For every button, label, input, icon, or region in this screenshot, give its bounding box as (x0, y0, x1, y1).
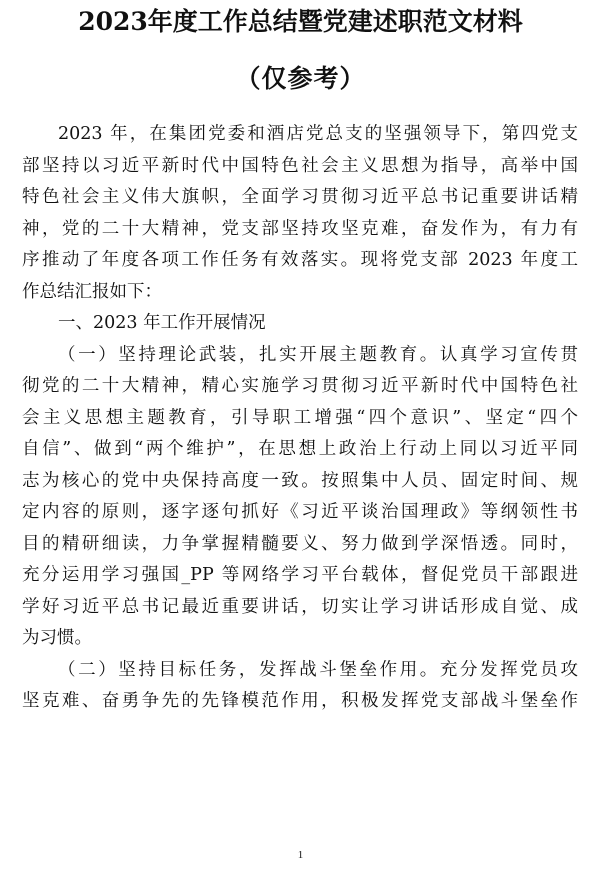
text-line: 序推动了年度各项工作任务有效落实。现将党支部 2023 年度工 (22, 250, 578, 270)
text-line: 为习惯。 (22, 628, 92, 648)
text-line: 神，党的二十大精神，党支部坚持攻坚克难，奋发作为，有力有 (22, 218, 578, 239)
text-line: （二）坚持目标任务，发挥战斗堡垒作用。充分发挥党员攻 (58, 659, 578, 680)
text-line: 2023 年，在集团党委和酒店党总支的坚强领导下，第四党支 (58, 124, 578, 144)
page-number: 1 (297, 849, 304, 861)
text-line: 彻党的二十大精神，精心实施学习贯彻习近平新时代中国特色社 (22, 376, 578, 396)
text-line: 作总结汇报如下： (22, 281, 162, 302)
text-line: 学好习近平总书记最近重要讲话，切实让学习讲话形成自觉、成 (22, 596, 578, 617)
text-line: 定内容的原则，逐字逐句抓好《习近平谈治国理政》等纲领性书 (22, 502, 578, 522)
text-line: 部坚持以习近平新时代中国特色社会主义思想为指导，高举中国 (22, 155, 578, 176)
document-subtitle: （仅参考） (235, 64, 366, 93)
section-heading: 一、2023 年工作开展情况 (58, 313, 266, 333)
text-line: 志为核心的党中央保持高度一致。按照集中人员、固定时间、规 (22, 470, 578, 491)
text-line: 目的精研细读，力争掌握精髓要义、努力做到学深悟透。同时， (22, 533, 578, 554)
document-title: 2023年度工作总结暨党建述职范文材料 (78, 7, 523, 36)
text-line: 坚克难、奋勇争先的先锋模范作用，积极发挥党支部战斗堡垒作 (22, 691, 578, 711)
text-line: 会主义思想主题教育，引导职工增强“四个意识”、坚定“四个 (22, 407, 578, 428)
text-line: 特色社会主义伟大旗帜，全面学习贯彻习近平总书记重要讲话精 (22, 187, 578, 207)
text-line: （一）坚持理论武装，扎实开展主题教育。认真学习宣传贯 (58, 344, 578, 365)
text-line: 自信”、做到“两个维护”，在思想上政治上行动上同以习近平同 (22, 439, 578, 459)
document-body (0, 119, 601, 718)
text-line: 充分运用学习强国_PP 等网络学习平台载体，督促党员干部跟进 (22, 565, 578, 585)
